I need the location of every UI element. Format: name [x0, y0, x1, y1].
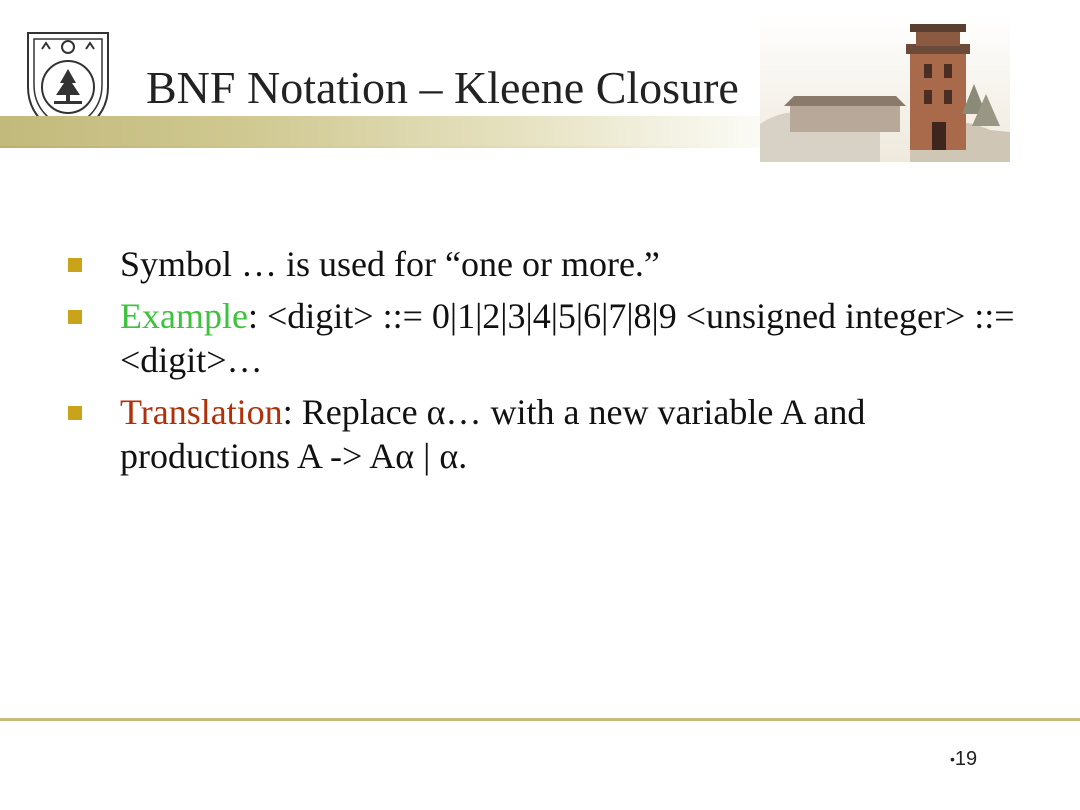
slide-title: BNF Notation – Kleene Closure — [146, 62, 739, 113]
bullet-square-icon — [68, 310, 82, 324]
bullet-item — [66, 242, 1026, 286]
example-keyword: Example — [120, 296, 248, 336]
bullet-square-icon — [68, 258, 82, 272]
bullet-text: Replace α… with a new variable A and productions A -> Aα | α. — [120, 392, 866, 476]
page-number-value: 19 — [954, 748, 978, 770]
bullet-list — [66, 242, 1026, 486]
bullet-text: <digit> ::= 0|1|2|3|4|5|6|7|8|9 <unsigned integer> ::= <digit>… — [120, 296, 1015, 380]
page-number — [950, 748, 977, 771]
bullet-item — [66, 294, 1026, 382]
bullet-item — [66, 390, 1026, 478]
bullet-text: Symbol … is used for “one or more.” — [120, 244, 660, 284]
translation-separator: : — [282, 392, 293, 432]
campus-tower-image — [760, 14, 1010, 162]
tower-illustration-icon — [760, 14, 1010, 162]
translation-keyword: Translation — [120, 392, 283, 432]
footer-divider — [0, 718, 1080, 721]
example-separator: : — [247, 296, 258, 336]
title-accent-bar — [0, 116, 800, 146]
bullet-square-icon — [68, 406, 82, 420]
title-accent-line — [0, 146, 780, 148]
page-number-dot-icon: • — [950, 751, 955, 767]
